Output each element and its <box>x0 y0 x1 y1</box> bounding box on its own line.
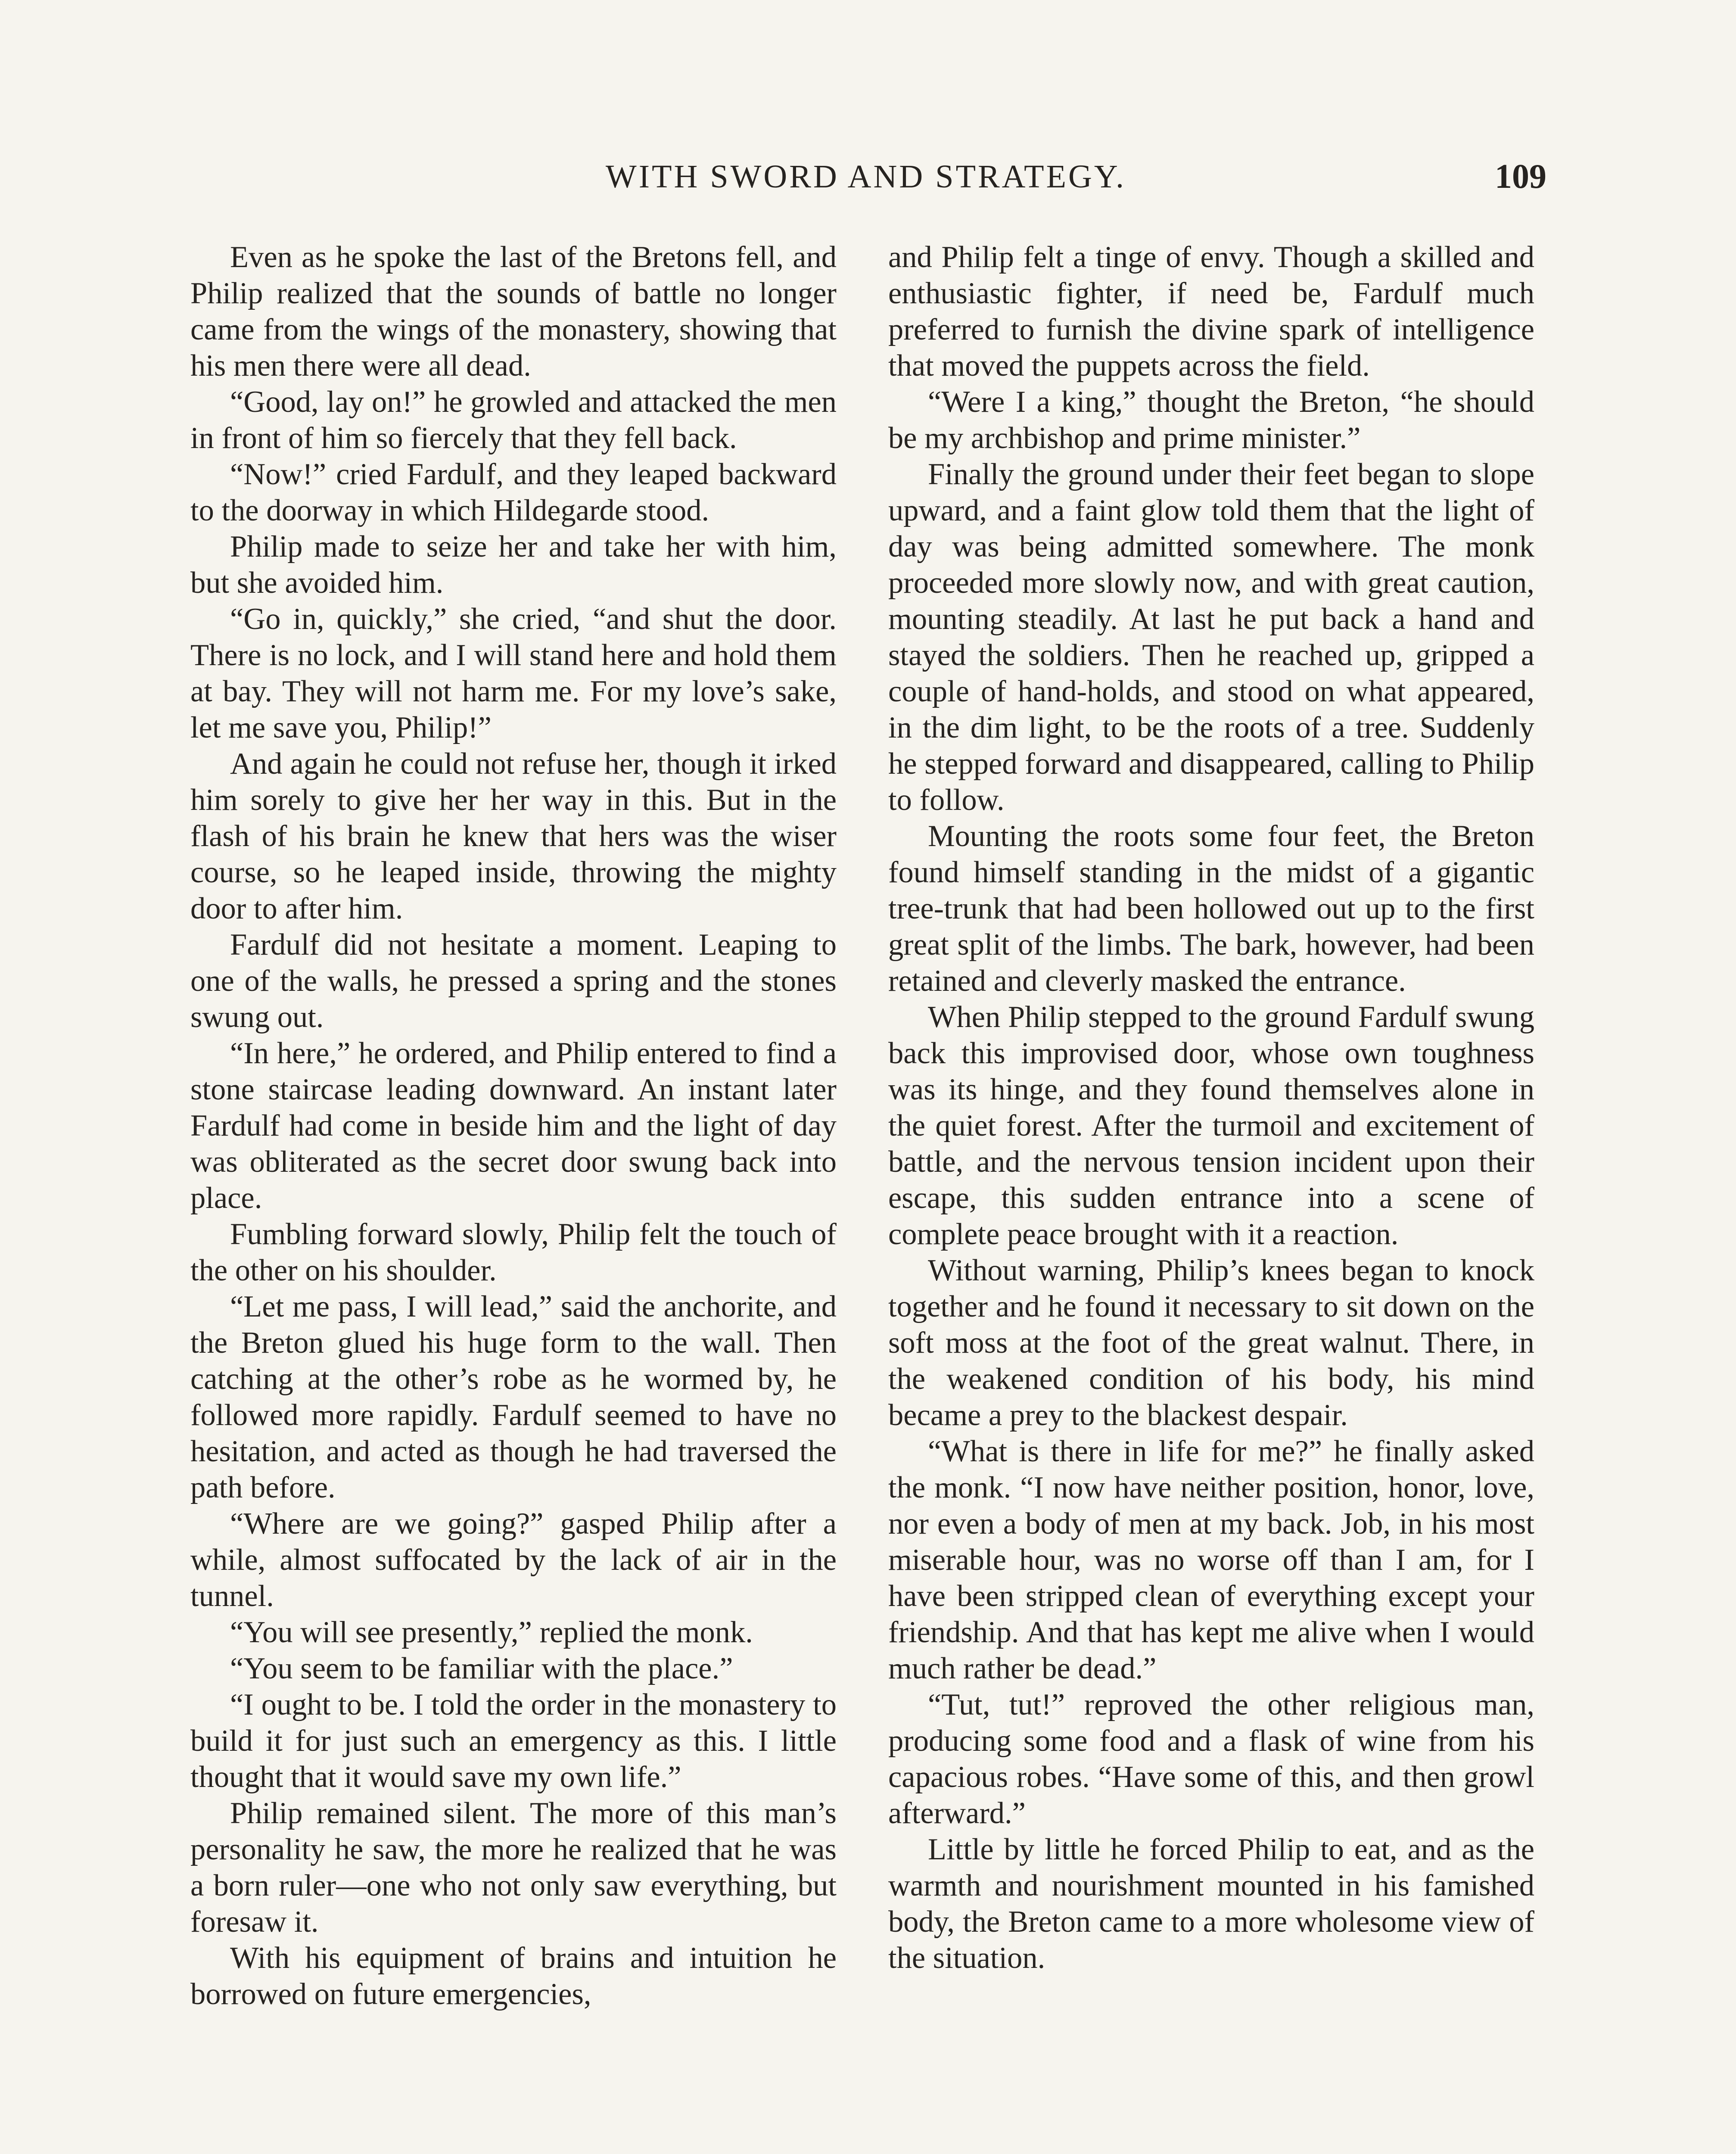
paragraph: Mounting the roots some four feet, the Breton found himself standing in the midst of a gigantic tree-trunk that had been hollowed out up to the first great split of the limbs. The bark, however, had been retained and cleverly masked the entrance. <box>888 819 1534 998</box>
paragraph: “What is there in life for me?” he finally asked the monk. “I now have neither position, honor, love, nor even a body of men at my back. Job, in his most miserable hour, was no worse off than I am, for I have been stripped clean of everything except your friendship. And that has kept me alive when I would much rather be dead.” <box>888 1435 1534 1685</box>
paragraph: “Go in, quickly,” she cried, “and shut the door. There is no lock, and I will stand here and hold them at bay. They will not harm me. For my love’s sake, let me save you, Philip!” <box>190 602 837 744</box>
paragraph: “In here,” he ordered, and Philip entered to find a stone staircase leading downward. An instant later Fardulf had come in beside him and the light of day was obliterated as the secret door swung back into place. <box>190 1037 837 1215</box>
paragraph: “Tut, tut!” reproved the other religious man, producing some food and a flask of wine from his capacious robes. “Have some of this, and then growl afterward.” <box>888 1688 1534 1830</box>
paragraph: Without warning, Philip’s knees began to knock together and he found it necessary to sit down on the soft moss at the foot of the great walnut. There, in the weakened condition of his body, his mind became a prey to the blackest despair. <box>888 1254 1534 1432</box>
paragraph: “Where are we going?” gasped Philip after a while, almost suffocated by the lack of air in the tunnel. <box>190 1507 837 1613</box>
paragraph: Fumbling forward slowly, Philip felt the touch of the other on his shoulder. <box>190 1217 837 1287</box>
paragraph: When Philip stepped to the ground Fardulf swung back this improvised door, whose own toughness was its hinge, and they found themselves alone in the quiet forest. After the turmoil and excitement of battle, and the nervous tension incident upon their escape, this sudden entrance into a scene of complete peace brought with it a reaction. <box>888 1000 1534 1251</box>
paragraph: “Good, lay on!” he growled and attacked the men in front of him so fiercely that they fell back. <box>190 385 837 455</box>
paragraph: Philip remained silent. The more of this man’s personality he saw, the more he realized that he was a born ruler—one who not only saw everything, but foresaw it. <box>190 1796 837 1939</box>
paragraph: Even as he spoke the last of the Bretons fell, and Philip realized that the sounds of battle no longer came from the wings of the monastery, showing that his men there were all dead. <box>190 240 837 383</box>
left-column <box>190 239 837 2012</box>
paragraph: And again he could not refuse her, though it irked him sorely to give her her way in this. But in the flash of his brain he knew that hers was the wiser course, so he leaped inside, throwing the mighty door to after him. <box>190 747 837 925</box>
right-column <box>888 239 1534 1976</box>
paragraph: With his equipment of brains and intuition he borrowed on future emergencies, <box>190 1941 837 2011</box>
running-title: WITH SWORD AND STRATEGY. <box>606 159 1126 195</box>
paragraph: “I ought to be. I told the order in the monastery to build it for just such an emergency as this. I little thought that it would save my own life.” <box>190 1688 837 1794</box>
paragraph: Fardulf did not hesitate a moment. Leaping to one of the walls, he pressed a spring and the stones swung out. <box>190 928 837 1034</box>
paragraph: Little by little he forced Philip to eat, and as the warmth and nourishment mounted in his famished body, the Breton came to a more wholesome view of the situation. <box>888 1833 1534 1975</box>
paragraph: “Now!” cried Fardulf, and they leaped backward to the doorway in which Hildegarde stood. <box>190 458 837 527</box>
page-header <box>185 153 1546 205</box>
paragraph: “Let me pass, I will lead,” said the anchorite, and the Breton glued his huge form to the wall. Then catching at the other’s robe as he wormed by, he followed more rapidly. Fardulf seemed to have no hesitation, and acted as though he had traversed the path before. <box>190 1290 837 1504</box>
page-number: 109 <box>1495 158 1546 196</box>
paragraph: “You will see presently,” replied the monk. <box>230 1616 753 1649</box>
paragraph: Philip made to seize her and take her with him, but she avoided him. <box>190 530 837 600</box>
paragraph: “Were I a king,” thought the Breton, “he should be my archbishop and prime minister.” <box>888 385 1534 455</box>
paragraph: “You seem to be familiar with the place.” <box>230 1652 733 1685</box>
paragraph: Finally the ground under their feet began to slope upward, and a faint glow told them that the light of day was being admitted somewhere. The monk proceeded more slowly now, and with great caution, mounting steadily. At last he put back a hand and stayed the soldiers. Then he reached up, gripped a couple of hand-holds, and stood on what appeared, in the dim light, to be the roots of a tree. Suddenly he stepped forward and disappeared, calling to Philip to follow. <box>888 458 1534 817</box>
paragraph-continued: and Philip felt a tinge of envy. Though a skilled and enthusiastic fighter, if need be, Fardulf much preferred to furnish the divine spark of intelligence that moved the puppets across the field. <box>888 240 1534 383</box>
